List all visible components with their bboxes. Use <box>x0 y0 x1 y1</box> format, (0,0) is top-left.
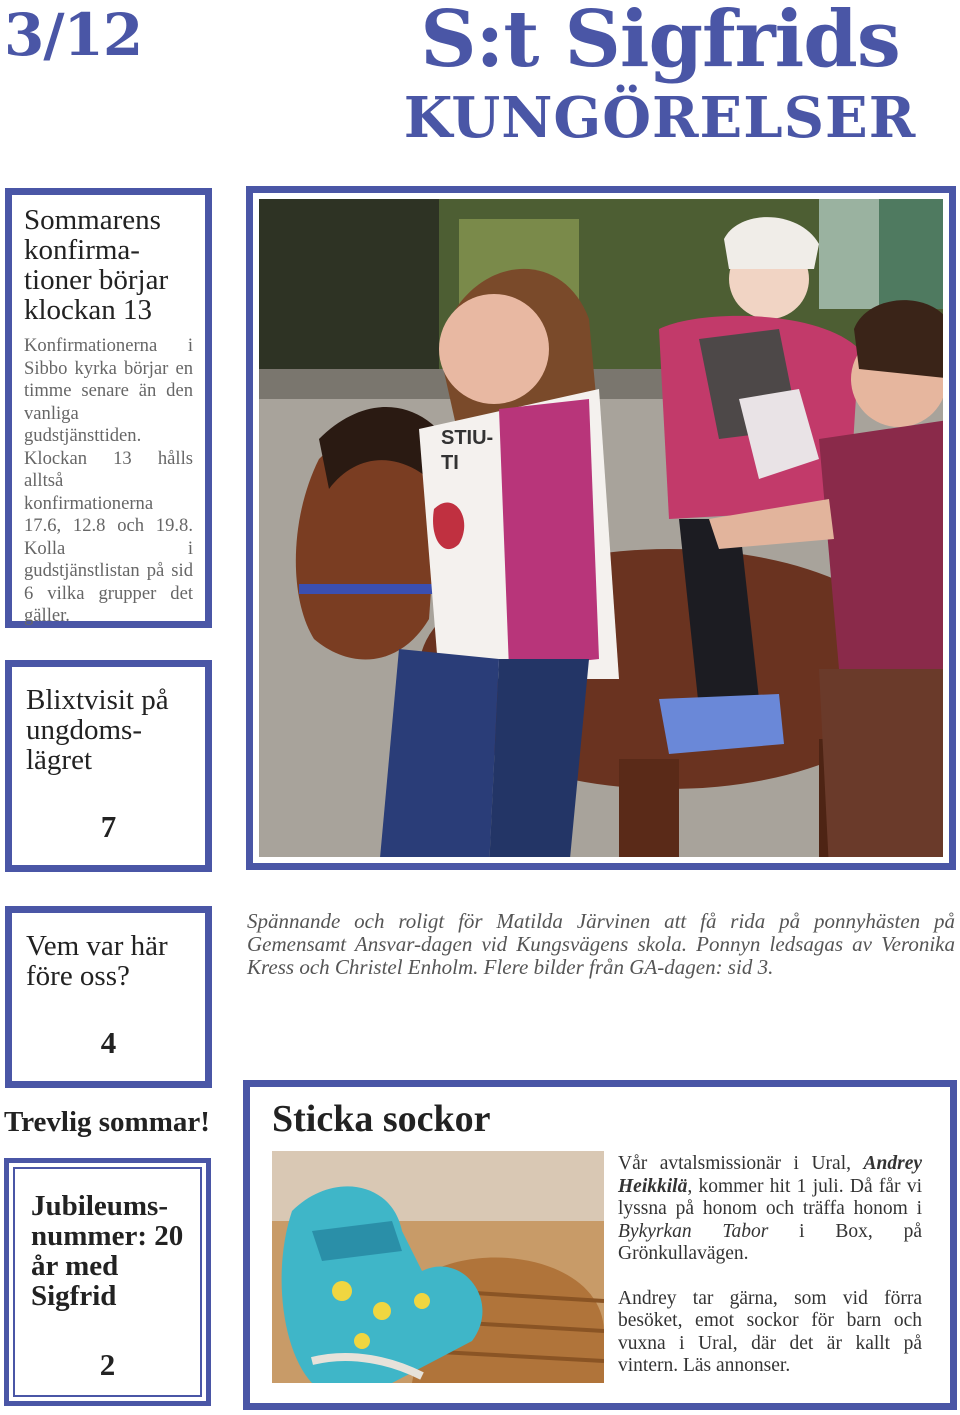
confirmation-body: Konfirmationerna i Sibbo kyrka börjar en timme senare än den vanliga gudstjänsttiden. Klockan 13 hålls alltså konfirmationerna 17.6, 12.8 och 19.8. Kolla i gudstjänstlistan på sid 6 vilka grupper det gäller. <box>24 335 193 626</box>
pony-ride-illustration <box>259 199 943 857</box>
teaser-blixtvisit-page: 7 <box>100 809 117 844</box>
sticka-p1-middle: , kommer hit 1 juli. Då får vi lyssna på honom och träffa honom i <box>618 1175 922 1219</box>
main-photo-frame <box>246 186 956 870</box>
confirmation-headline: Sommarens konfirma-tioner börjar klockan 13 <box>24 204 169 326</box>
teaser-blixtvisit-title: Blixtvisit på ungdoms-lägret <box>26 684 169 776</box>
teaser-vem-page: 4 <box>100 1025 117 1060</box>
sticka-headline: Sticka sockor <box>272 1098 491 1140</box>
teaser-vem-var-har[interactable] <box>5 906 212 1088</box>
photo-caption: Spännande och roligt för Matilda Järvinen att få rida på ponnyhästen på Gemensamt Ansvar-dagen vid Kungsvägens skola. Ponnyn ledsagas av Veronika Kress och Christel Enholm. Flere bilder från GA-dagen: sid 3. <box>247 909 955 979</box>
svg-text:TI: TI <box>441 452 459 474</box>
sock-photo <box>272 1151 604 1383</box>
sticka-paragraph-1 <box>618 1153 922 1266</box>
knitted-sock-illustration <box>272 1151 604 1383</box>
sticka-sockor-article <box>243 1080 957 1410</box>
missionary-name: Andrey Heikkilä <box>618 1153 922 1197</box>
summer-greeting: Trevlig sommar! <box>4 1106 210 1138</box>
sticka-paragraph-2: Andrey tar gärna, som vid förra besöket, emot sockor för barn och vuxna i Ural, där det är kallt på vintern. Läs annonser. <box>618 1287 922 1376</box>
teaser-jubileum[interactable] <box>4 1158 211 1406</box>
teaser-vem-title: Vem var här före oss? <box>26 930 168 992</box>
teaser-jubileum-page: 2 <box>99 1347 116 1382</box>
confirmation-notice-box <box>5 188 212 628</box>
sticka-p1-end: i Box, på Grönkullavägen. <box>618 1220 922 1264</box>
teaser-blixtvisit[interactable] <box>5 660 212 872</box>
masthead-subtitle: KUNGÖRELSER <box>403 85 917 151</box>
issue-number: 3/12 <box>4 1 143 69</box>
teaser-jubileum-title: Jubileums-nummer: 20 år med Sigfrid <box>31 1190 184 1312</box>
masthead-title: S:t Sigfrids <box>420 0 900 85</box>
vest-text: STIU- <box>441 427 494 449</box>
pony-ride-photo <box>259 199 943 857</box>
sticka-body <box>618 1153 922 1400</box>
teaser-jubileum-inner <box>13 1167 202 1397</box>
church-name: Bykyrkan Tabor <box>618 1220 769 1242</box>
sticka-p1-start: Vår avtalsmissionär i Ural, <box>618 1153 864 1174</box>
